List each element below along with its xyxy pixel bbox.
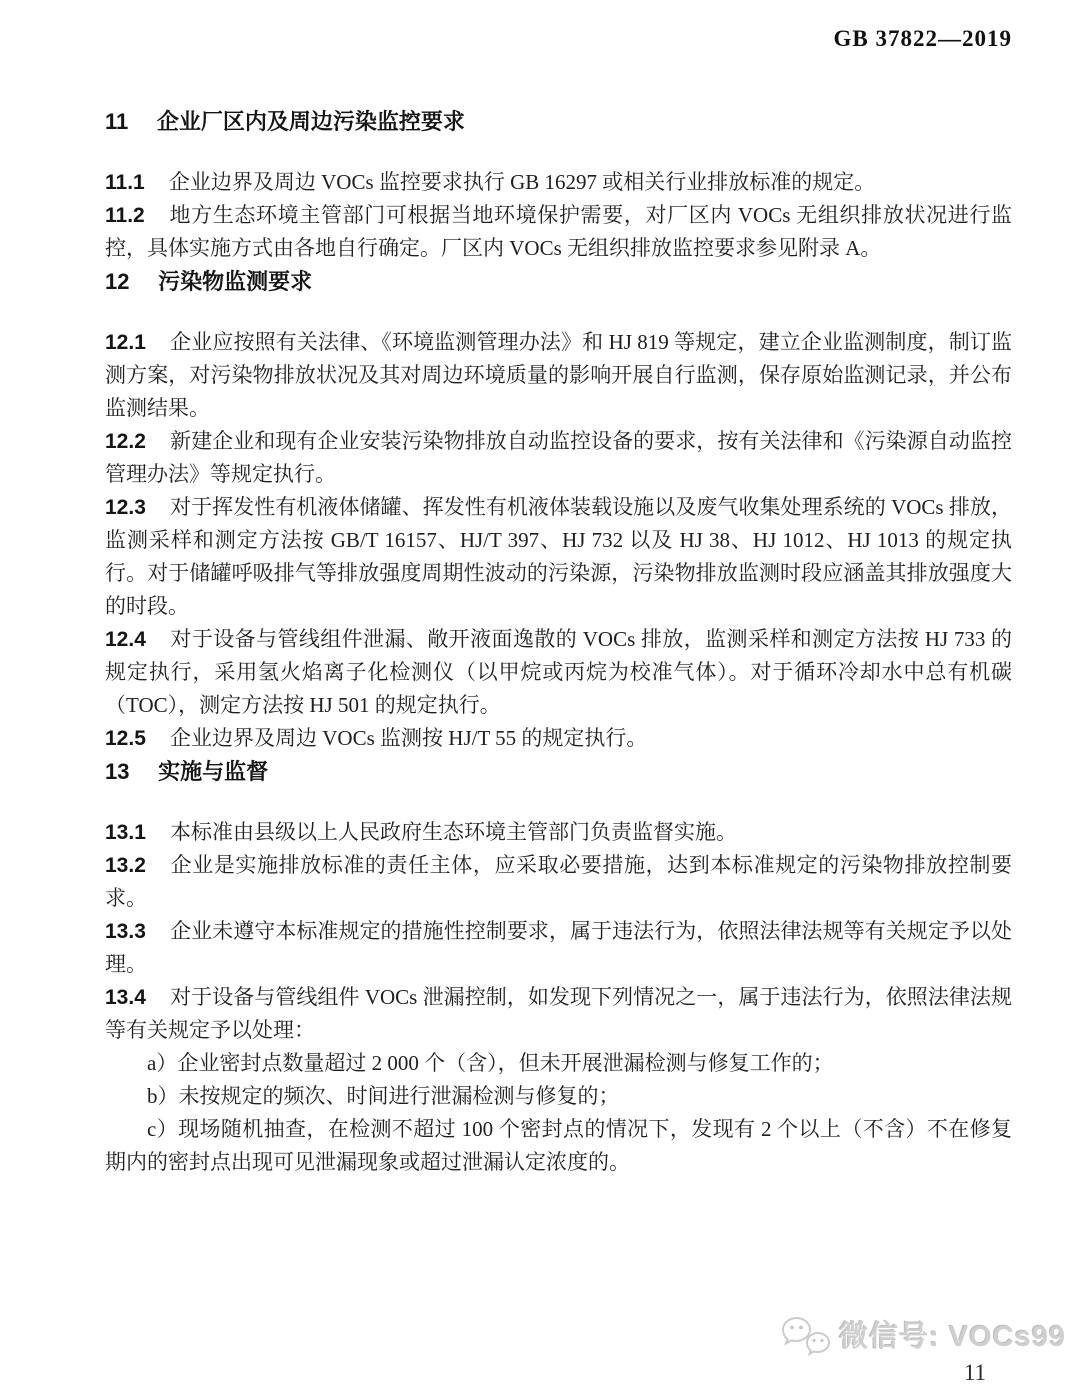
- clause-text: 对于挥发性有机液体储罐、挥发性有机液体装载设施以及废气收集处理系统的 VOCs 排放，监测采样和测定方法按 GB/T 16157、HJ/T 397、HJ 732 以及 HJ 38、HJ 1012、HJ 1013 的规定执行。对于储罐呼吸排气等排放强度周期性波动的污染源，污染物排放监测时段应涵盖其排放强度大的时段。: [105, 495, 1012, 618]
- list-item-a: a）企业密封点数量超过 2 000 个（含），但未开展泄漏检测与修复工作的；: [147, 1051, 834, 1075]
- clause-text: 企业应按照有关法律、《环境监测管理办法》和 HJ 819 等规定，建立企业监测制度，制订监测方案，对污染物排放状况及其对周边环境质量的影响开展自行监测，保存原始监测记录，并公布监测结果。: [105, 330, 1012, 420]
- clause-number: 13.1: [105, 821, 146, 844]
- clause-13-1: [105, 816, 1012, 849]
- clause-12-2: [105, 425, 1012, 491]
- clause-number: 12.5: [105, 727, 146, 750]
- clause-text: 企业边界及周边 VOCs 监测按 HJ/T 55 的规定执行。: [170, 726, 648, 750]
- clause-number: 12.4: [105, 628, 146, 651]
- document-body: [105, 105, 1012, 1179]
- clause-number: 11.2: [105, 204, 145, 227]
- clause-number: 11.1: [105, 171, 145, 194]
- clause-12-4: [105, 623, 1012, 722]
- clause-number: 13.3: [105, 920, 146, 943]
- clause-text: 地方生态环境主管部门可根据当地环境保护需要，对厂区内 VOCs 无组织排放状况进行监控，具体实施方式由各地自行确定。厂区内 VOCs 无组织排放监控要求参见附录 A。: [105, 203, 1012, 260]
- clause-text: 新建企业和现有企业安装污染物排放自动监控设备的要求，按有关法律和《污染源自动监控管理办法》等规定执行。: [105, 429, 1012, 486]
- section-title: 实施与监督: [158, 759, 269, 784]
- clause-number: 13.4: [105, 986, 146, 1009]
- list-item-c: c）现场随机抽查，在检测不超过 100 个密封点的情况下，发现有 2 个以上（不含）不在修复期内的密封点出现可见泄漏现象或超过泄漏认定浓度的。: [105, 1117, 1012, 1174]
- clause-text: 对于设备与管线组件 VOCs 泄漏控制，如发现下列情况之一，属于违法行为，依照法律法规等有关规定予以处理：: [105, 985, 1012, 1042]
- clause-text: 企业是实施排放标准的责任主体，应采取必要措施，达到本标准规定的污染物排放控制要求。: [105, 853, 1012, 910]
- section-number: 13: [105, 759, 130, 784]
- clause-13-3: [105, 915, 1012, 981]
- clause-13-2: [105, 849, 1012, 915]
- section-number: 11: [105, 109, 129, 134]
- page-number: 11: [963, 1360, 986, 1385]
- clause-number: 13.2: [105, 854, 146, 877]
- clause-11-2: [105, 199, 1012, 265]
- clause-number: 12.2: [105, 430, 146, 453]
- section-13: [105, 755, 1012, 1179]
- clause-13-4: [105, 981, 1012, 1047]
- clause-12-3: [105, 491, 1012, 623]
- clause-text: 企业未遵守本标准规定的措施性控制要求，属于违法行为，依照法律法规等有关规定予以处理。: [105, 919, 1012, 976]
- wechat-icon: [779, 1315, 833, 1359]
- clause-number: 12.1: [105, 331, 146, 354]
- clause-12-5: [105, 722, 1012, 755]
- section-heading: [105, 755, 1012, 788]
- section-11: [105, 105, 1012, 265]
- watermark: [779, 1315, 1066, 1359]
- clause-text: 对于设备与管线组件泄漏、敞开液面逸散的 VOCs 排放，监测采样和测定方法按 HJ 733 的规定执行，采用氢火焰离子化检测仪（以甲烷或丙烷为校准气体）。对于循环冷却水中总有机碳（TOC），测定方法按 HJ 501 的规定执行。: [105, 627, 1012, 717]
- clause-11-1: [105, 166, 1012, 199]
- watermark-label: 微信号: VOCs99: [839, 1320, 1066, 1353]
- section-title: 污染物监测要求: [158, 269, 313, 294]
- list-item-b: b）未按规定的频次、时间进行泄漏检测与修复的；: [147, 1084, 620, 1108]
- section-heading: [105, 265, 1012, 298]
- section-title: 企业厂区内及周边污染监控要求: [156, 109, 465, 134]
- clause-number: 12.3: [105, 496, 146, 519]
- clause-12-1: [105, 326, 1012, 425]
- clause-text: 本标准由县级以上人民政府生态环境主管部门负责监督实施。: [170, 820, 738, 844]
- standard-number: GB 37822—2019: [833, 26, 1012, 51]
- section-12: [105, 265, 1012, 755]
- section-heading: [105, 105, 1012, 138]
- section-number: 12: [105, 269, 130, 294]
- clause-text: 企业边界及周边 VOCs 监控要求执行 GB 16297 或相关行业排放标准的规定。: [168, 170, 876, 194]
